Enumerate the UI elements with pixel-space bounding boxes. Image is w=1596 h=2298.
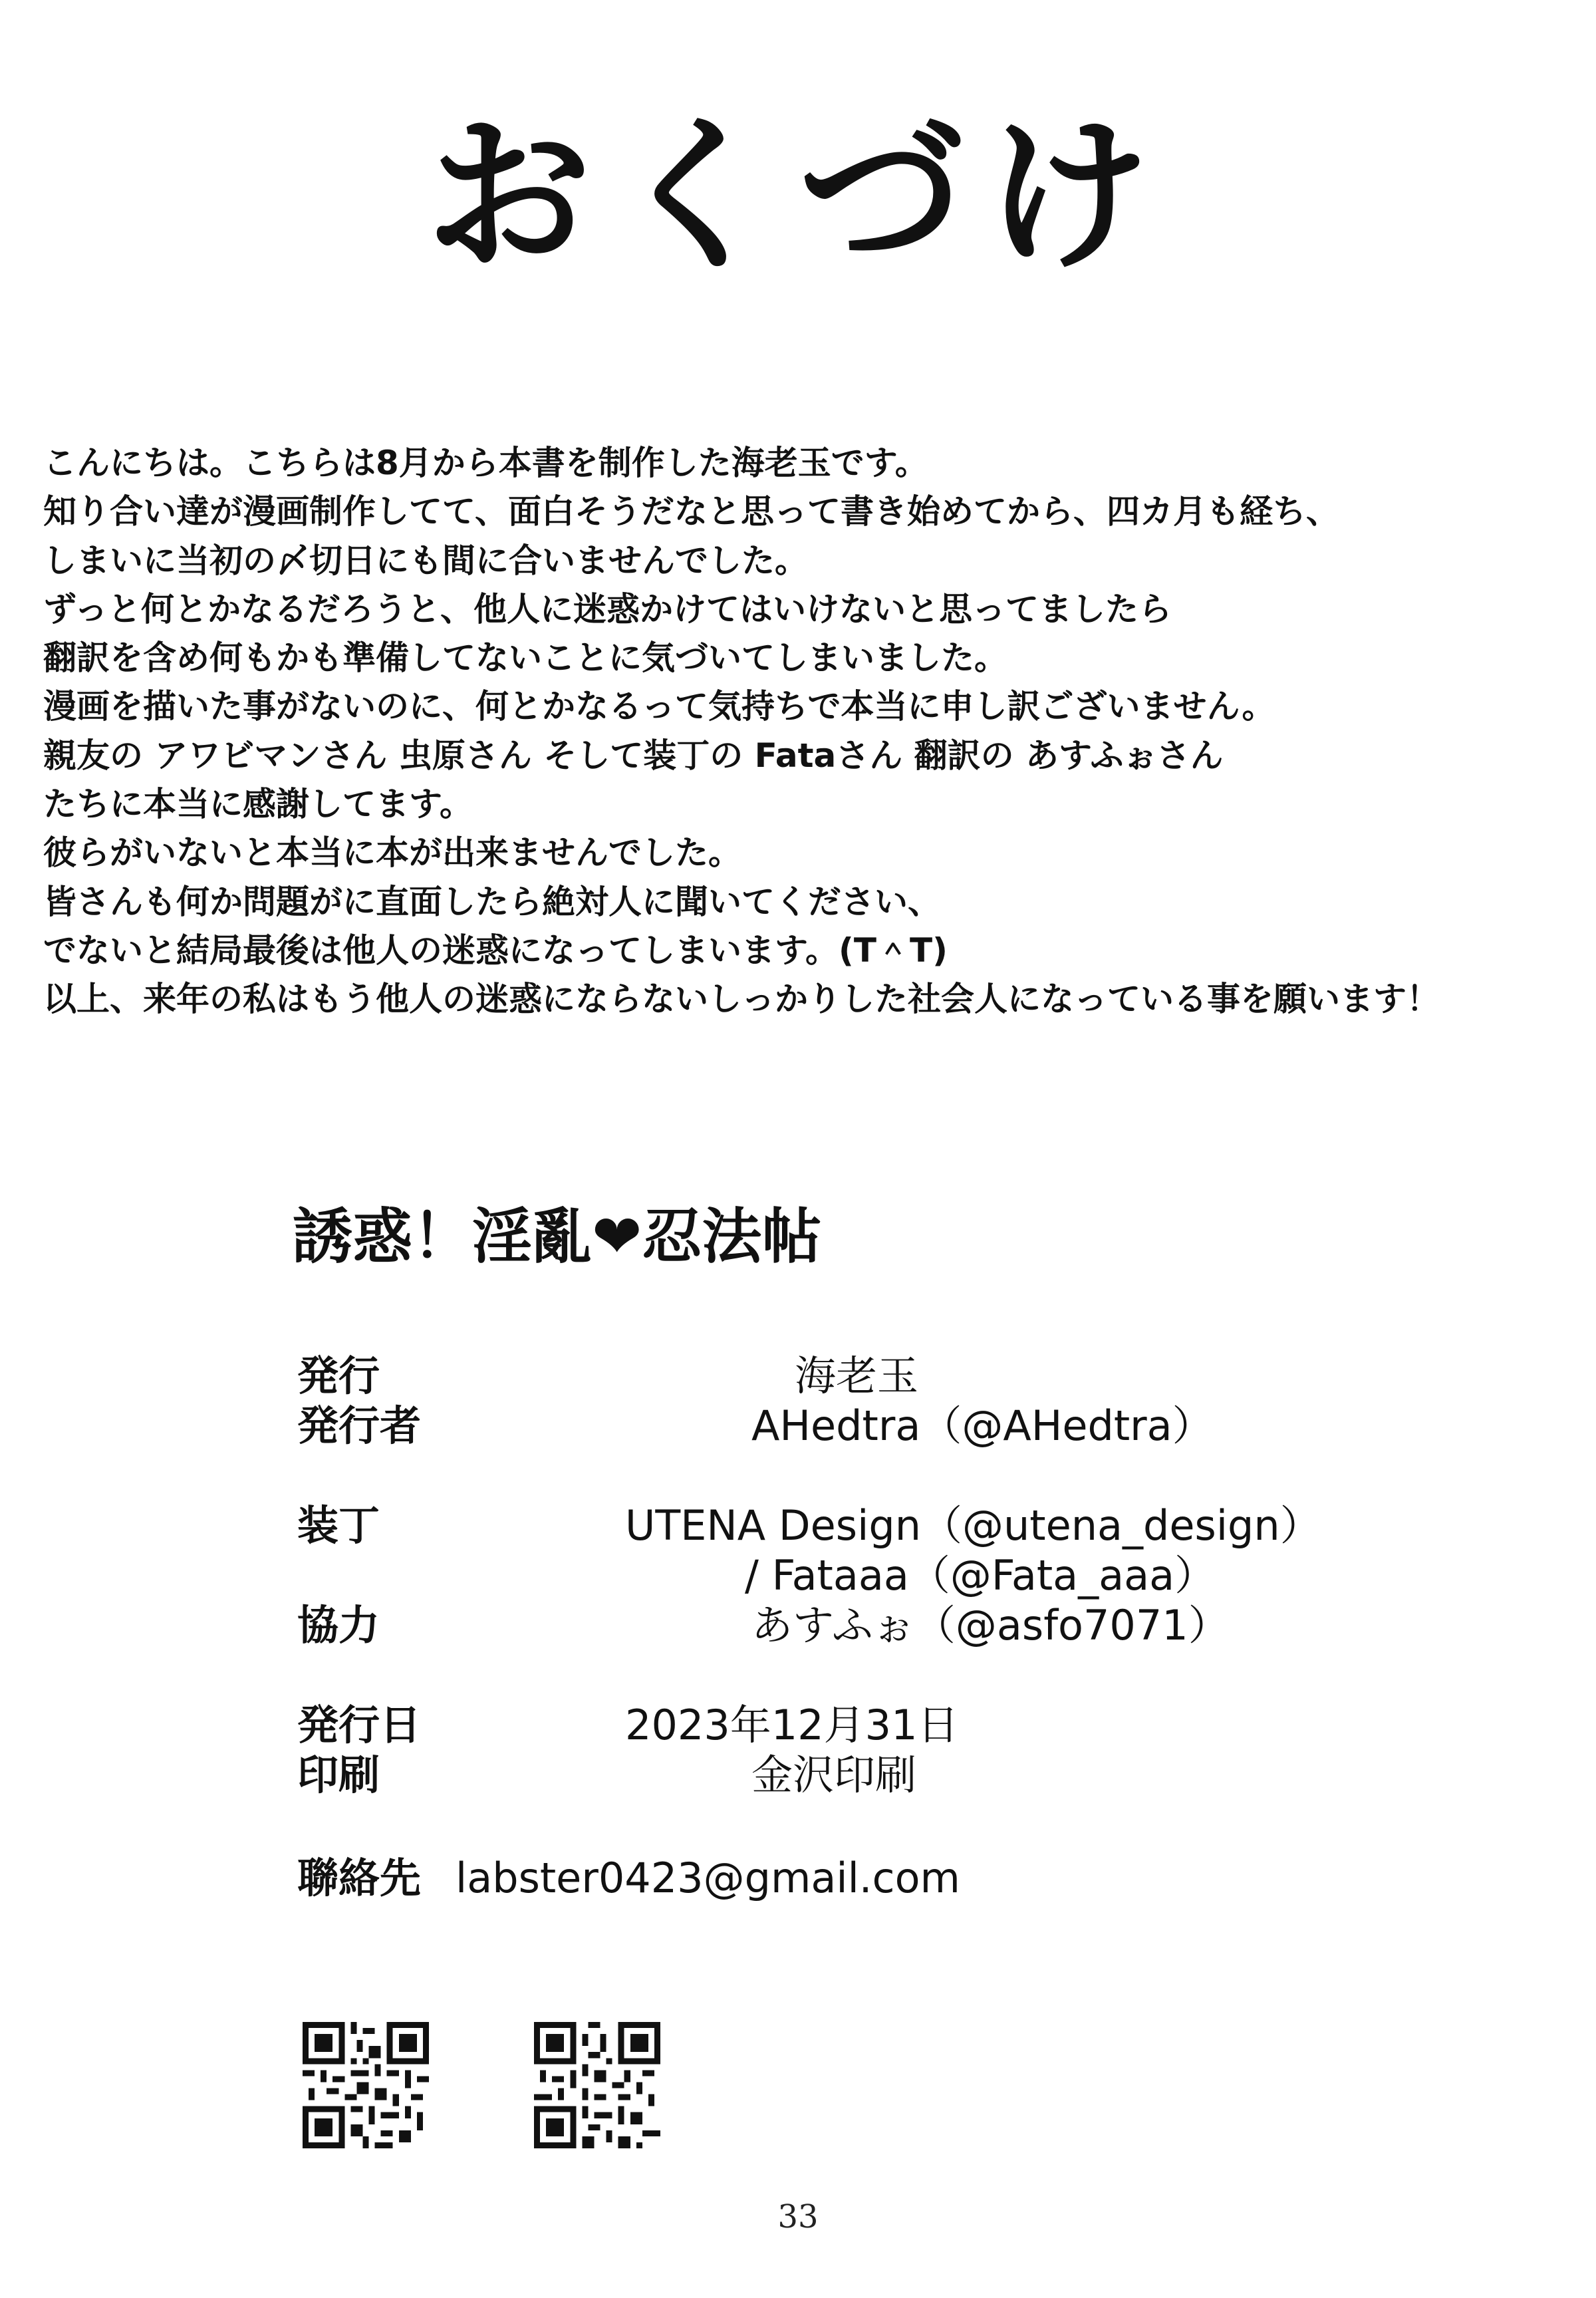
afterword-line: 翻訳を含め何もかも準備してないことに気づいてしまいました。 (43, 639, 1007, 678)
design-label: 装丁 (297, 1501, 380, 1550)
afterword-line: 知り合い達が漫画制作してて、面白そうだなと思って書き始めてから、四カ月も経ち、 (43, 492, 1339, 531)
page-number: 33 (777, 2198, 819, 2235)
afterword-line: でないと結局最後は他人の迷惑になってしまいます。(T＾T) (43, 931, 948, 970)
design-value-1: UTENA Design（@utena_design） (625, 1501, 1321, 1550)
book-title (293, 1202, 822, 1272)
afterword-line: 親友の アワビマンさん 虫原さん そして装丁の Fataさん 翻訳の あすふぉさん (43, 736, 1224, 775)
afterword-line: しまいに当初の〆切日にも間に合いませんでした。 (43, 541, 808, 580)
qr-code-icon[interactable] (534, 2022, 660, 2148)
afterword-text (43, 439, 1573, 1024)
publisher-label: 発行 (297, 1352, 380, 1400)
contact-label: 聯絡先 (297, 1854, 422, 1902)
cooperation-label: 協力 (297, 1601, 380, 1650)
afterword-line: 以上、来年の私はもう他人の迷惑にならないしっかりした社会人になっている事を願います！ (43, 980, 1440, 1019)
page-title: おくづけ (426, 99, 1170, 293)
contact-value[interactable]: labster0423@gmail.com (456, 1854, 960, 1902)
printing-label: 印刷 (297, 1751, 380, 1799)
afterword-line: ずっと何とかなるだろうと、他人に迷惑かけてはいけないと思ってましたら (43, 589, 1172, 629)
heart-icon: ❤ (592, 1202, 642, 1272)
book-title-part1: 誘惑！淫亂 (293, 1202, 592, 1272)
afterword-line: 彼らがいないと本当に本が出来ませんでした。 (43, 833, 741, 873)
publisher-value: 海老玉 (795, 1352, 919, 1400)
printing-value: 金沢印刷 (751, 1751, 917, 1799)
issuer-value: AHedtra（@AHedtra） (751, 1401, 1214, 1450)
book-title-part2: 忍法帖 (642, 1202, 822, 1272)
date-label: 発行日 (297, 1701, 422, 1749)
afterword-line: 皆さんも何か問題がに直面したら絶対人に聞いてください、 (43, 882, 941, 921)
issuer-label: 発行者 (297, 1401, 422, 1450)
design-value-2: / Fataaa（@Fata_aaa） (745, 1551, 1216, 1600)
afterword-line: こんにちは。こちらは8月から本書を制作した海老玉です。 (43, 444, 928, 482)
afterword-line: 漫画を描いた事がないのに、何とかなるって気持ちで本当に申し訳ございません。 (43, 687, 1275, 726)
date-value: 2023年12月31日 (625, 1701, 959, 1749)
afterword-line: たちに本当に感謝してます。 (43, 785, 473, 824)
qr-code-icon[interactable] (303, 2022, 429, 2148)
cooperation-value: あすふぉ（@asfo7071） (751, 1601, 1230, 1650)
